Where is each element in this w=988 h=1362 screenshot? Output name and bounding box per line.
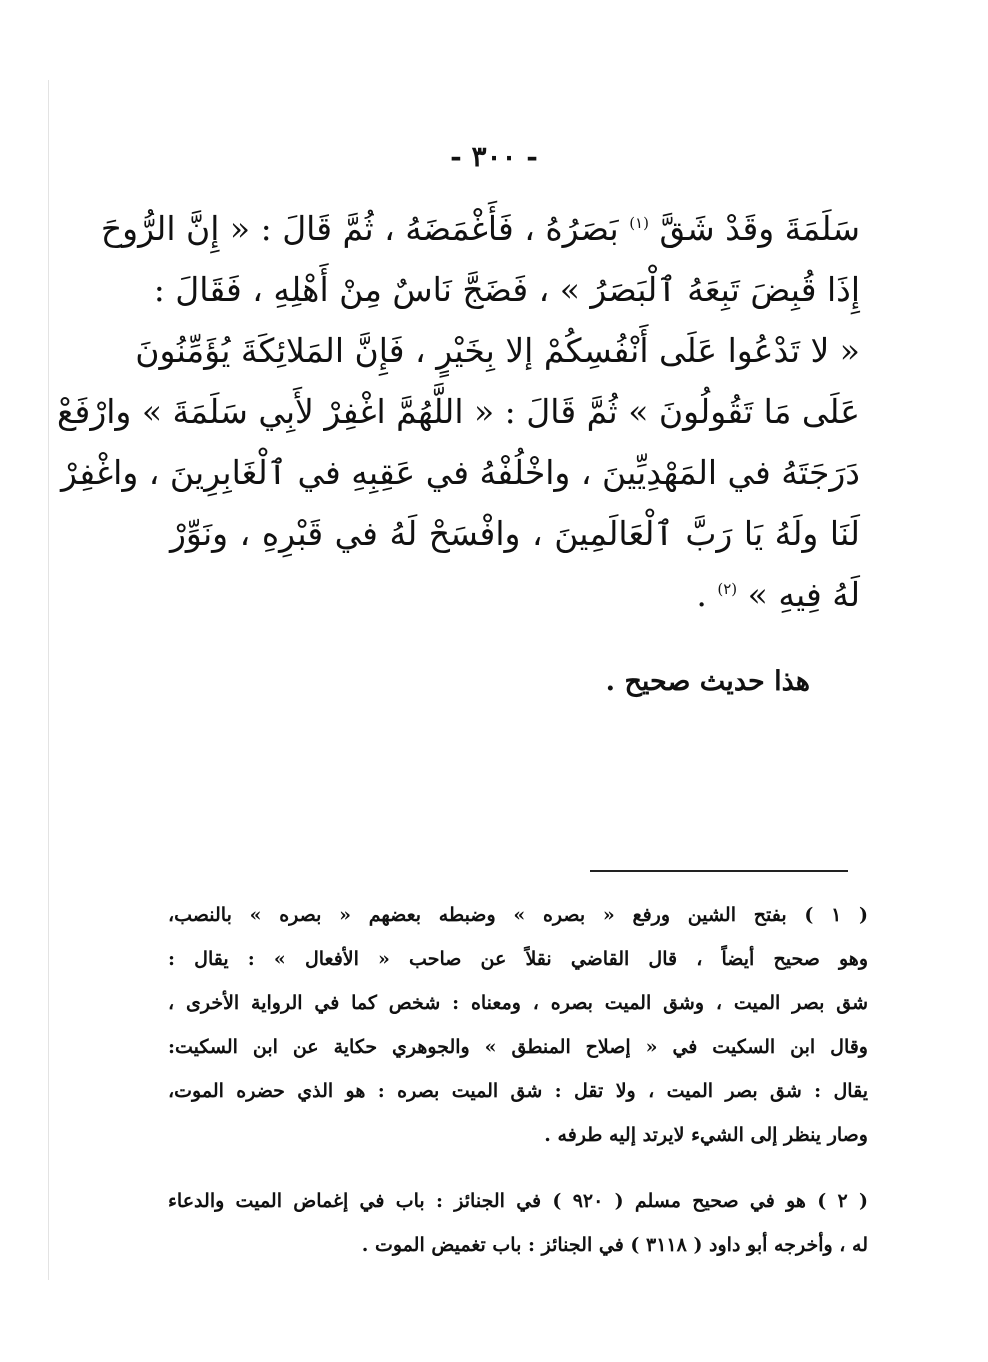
text-line: لَنَا ولَهُ يَا رَبَّ ٱلْعَالَمِينَ ، وافْسَحْ لَهُ في قَبْرِهِ ، ونَوِّرْ xyxy=(170,514,860,553)
footnote-1-line: شق بصر الميت ، وشق الميت بصره ، ومعناه : شخص كما في الرواية الأخرى ، xyxy=(168,992,868,1014)
footnote-1-line: وقال ابن السكيت في « إصلاح المنطق » والجوهري حكاية عن ابن السكيت: xyxy=(168,1036,868,1058)
text-line: « لا تَدْعُوا عَلَى أَنْفُسِكُمْ إلا بِخَيْرٍ ، فَإِنَّ المَلائِكَةَ يُؤَمِّنُونَ xyxy=(135,331,860,370)
footnote-gap xyxy=(168,1157,868,1179)
text-line: عَلَى مَا تَقُولُونَ » ثُمَّ قَالَ : « اللَّهُمَّ اغْفِرْ لأَبِي سَلَمَةَ » وارْفَعْ xyxy=(56,392,860,431)
text-line: إِذَا قُبِضَ تَبِعَهُ ٱلْبَصَرُ » ، فَضَجَّ نَاسٌ مِنْ أَهْلِهِ ، فَقَالَ : xyxy=(153,270,860,309)
text-line: سَلَمَةَ وقَدْ شَقَّ $^{(١)}$ بَصَرُهُ ، فَأَغْمَضَهُ ، ثُمَّ قَالَ : « إِنَّ الرُّوحَ xyxy=(100,209,860,248)
page-number: - ٣٠٠ - xyxy=(450,140,538,173)
footnote-2-line: له ، وأخرجه أبو داود ( ٣١١٨ ) في الجنائز : باب تغميض الموت . xyxy=(361,1234,868,1256)
text-line: لَهُ فِيهِ » $^{(٢)}$ . xyxy=(696,575,860,614)
footnotes xyxy=(168,893,868,1267)
footnote-marker-1: (١) xyxy=(629,214,649,232)
footnote-1-line: يقال : شق بصر الميت ، ولا تقل : شق الميت بصره : هو الذي حضره الموت، xyxy=(168,1080,868,1102)
footnote-2-line: ( ٢ ) هو في صحيح مسلم ( ٩٢٠ ) في الجنائز : باب في إغماض الميت والدعاء xyxy=(168,1190,868,1212)
text-line: دَرَجَتَهُ في المَهْدِيِّينَ ، واخْلُفْهُ في عَقِبِهِ في ٱلْغَابِرِينَ ، واغْفِرْ xyxy=(61,453,860,492)
footnote-separator xyxy=(590,870,848,872)
hadith-text xyxy=(56,198,860,625)
footnote-marker-2: (٢) xyxy=(717,580,738,598)
footnote-1-line: وهو صحيح أيضاً ، قال القاضي نقلاً عن صاحب « الأفعال » : يقال : xyxy=(168,948,868,970)
scan-gutter-line xyxy=(48,80,49,1280)
footnote-1-line: وصار ينظر إلى الشيء لايرتد إليه طرفه . xyxy=(544,1124,868,1146)
hadith-verdict: هذا حديث صحيح . xyxy=(605,666,810,697)
footnote-1-line: ( ١ ) بفتح الشين ورفع « بصره » وضبطه بعضهم « بصره » بالنصب، xyxy=(168,904,869,926)
